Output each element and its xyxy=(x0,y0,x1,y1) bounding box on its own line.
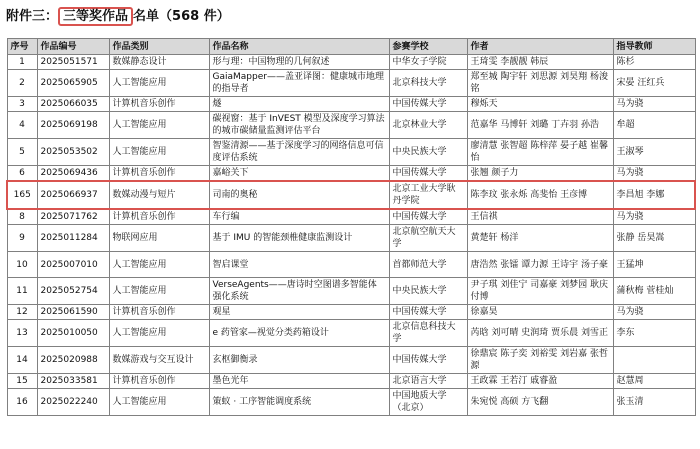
cell-school: 中国传媒大学 xyxy=(389,305,467,320)
heading-prefix: 附件三： xyxy=(6,9,59,24)
cell-school: 中央民族大学 xyxy=(389,278,467,305)
cell-no: 165 xyxy=(7,181,37,209)
cell-authors: 廖清慧 张智超 陈梓萍 晏子越 崔馨怡 xyxy=(467,139,613,166)
cell-authors: 朱宛悦 高硕 方飞翻 xyxy=(467,389,613,416)
cell-id: 2025020988 xyxy=(37,347,109,374)
cell-category: 人工智能应用 xyxy=(109,320,209,347)
table-row xyxy=(7,347,695,374)
header-school: 参赛学校 xyxy=(389,39,467,55)
cell-school: 北京信息科技大学 xyxy=(389,320,467,347)
cell-no: 3 xyxy=(7,97,37,112)
cell-name: VerseAgents——唐诗时空图谱多智能体强化系统 xyxy=(209,278,389,305)
cell-school: 中央民族大学 xyxy=(389,139,467,166)
cell-authors: 陈李玟 张永烁 高斐怡 王彦博 xyxy=(467,181,613,209)
cell-no: 8 xyxy=(7,209,37,225)
cell-teachers: 蒲秋梅 菅桂灿 xyxy=(613,278,695,305)
cell-school: 中国传媒大学 xyxy=(389,347,467,374)
cell-category: 人工智能应用 xyxy=(109,112,209,139)
cell-no: 10 xyxy=(7,252,37,278)
cell-authors: 尹子琪 刘佳宁 司嘉豪 刘梦园 耿庆付博 xyxy=(467,278,613,305)
cell-teachers: 张玉清 xyxy=(613,389,695,416)
header-id: 作品编号 xyxy=(37,39,109,55)
table-row xyxy=(7,70,695,97)
cell-id: 2025022240 xyxy=(37,389,109,416)
cell-school: 中国传媒大学 xyxy=(389,166,467,182)
cell-authors: 张翘 颜子力 xyxy=(467,166,613,182)
cell-teachers: 陈杉 xyxy=(613,55,695,70)
cell-authors: 王琦雯 李靓靓 韩辰 xyxy=(467,55,613,70)
cell-id: 2025007010 xyxy=(37,252,109,278)
cell-school: 北京工业大学耿丹学院 xyxy=(389,181,467,209)
cell-teachers: 马为骁 xyxy=(613,97,695,112)
document-heading xyxy=(6,6,230,28)
cell-name: 司南的奥秘 xyxy=(209,181,389,209)
cell-no: 4 xyxy=(7,112,37,139)
cell-category: 计算机音乐创作 xyxy=(109,97,209,112)
cell-no: 13 xyxy=(7,320,37,347)
cell-no: 11 xyxy=(7,278,37,305)
cell-category: 人工智能应用 xyxy=(109,278,209,305)
table-row xyxy=(7,112,695,139)
cell-no: 6 xyxy=(7,166,37,182)
cell-category: 数媒动漫与短片 xyxy=(109,181,209,209)
cell-authors: 徐鼎宸 陈子奕 刘裕雯 刘岩嘉 张哲源 xyxy=(467,347,613,374)
cell-authors: 穆烁天 xyxy=(467,97,613,112)
header-teachers: 指导教师 xyxy=(613,39,695,55)
cell-teachers: 李昌旭 李娜 xyxy=(613,181,695,209)
cell-no: 5 xyxy=(7,139,37,166)
cell-school: 北京航空航天大学 xyxy=(389,225,467,252)
cell-id: 2025069198 xyxy=(37,112,109,139)
table-row xyxy=(7,55,695,70)
header-name: 作品名称 xyxy=(209,39,389,55)
cell-id: 2025069436 xyxy=(37,166,109,182)
cell-name: 策蚁 · 工序智能调度系统 xyxy=(209,389,389,416)
cell-name: 车行编 xyxy=(209,209,389,225)
cell-category: 人工智能应用 xyxy=(109,389,209,416)
heading-suffix: 名单（568 件） xyxy=(133,9,230,24)
cell-teachers: 赵慧周 xyxy=(613,374,695,389)
cell-name: GaiaMapper——盖亚译图：健康城市地理的指导者 xyxy=(209,70,389,97)
table-row xyxy=(7,139,695,166)
table-row xyxy=(7,389,695,416)
table-row xyxy=(7,166,695,182)
cell-no: 16 xyxy=(7,389,37,416)
cell-id: 2025051571 xyxy=(37,55,109,70)
table-row xyxy=(7,209,695,225)
cell-name: 墨色光年 xyxy=(209,374,389,389)
cell-name: 碳视窗：基于 InVEST 模型及深度学习算法的城市碳储量监测评估平台 xyxy=(209,112,389,139)
cell-school: 中国传媒大学 xyxy=(389,97,467,112)
cell-name: 嘉峪关下 xyxy=(209,166,389,182)
cell-name: e 药管家—视觉分类药箱设计 xyxy=(209,320,389,347)
cell-category: 人工智能应用 xyxy=(109,252,209,278)
cell-authors: 唐浩然 张镭 谭力源 王诗宇 汤子豪 xyxy=(467,252,613,278)
cell-id: 2025011284 xyxy=(37,225,109,252)
cell-id: 2025010050 xyxy=(37,320,109,347)
cell-teachers: 王淑琴 xyxy=(613,139,695,166)
cell-name: 形与理：中国物理的几何叙述 xyxy=(209,55,389,70)
cell-no: 14 xyxy=(7,347,37,374)
cell-id: 2025033581 xyxy=(37,374,109,389)
cell-no: 12 xyxy=(7,305,37,320)
cell-id: 2025061590 xyxy=(37,305,109,320)
cell-school: 北京林业大学 xyxy=(389,112,467,139)
cell-teachers xyxy=(613,347,695,374)
cell-teachers: 李东 xyxy=(613,320,695,347)
header-category: 作品类别 xyxy=(109,39,209,55)
table-body xyxy=(7,55,695,416)
cell-teachers: 马为骁 xyxy=(613,305,695,320)
cell-teachers: 宋晏 汪红兵 xyxy=(613,70,695,97)
cell-name: 基于 IMU 的智能颈椎健康监测设计 xyxy=(209,225,389,252)
cell-name: 观星 xyxy=(209,305,389,320)
cell-name: 智启课堂 xyxy=(209,252,389,278)
cell-no: 15 xyxy=(7,374,37,389)
table-row xyxy=(7,305,695,320)
cell-school: 中国传媒大学 xyxy=(389,209,467,225)
cell-category: 计算机音乐创作 xyxy=(109,166,209,182)
cell-id: 2025053502 xyxy=(37,139,109,166)
cell-authors: 王政霖 王若汀 戚睿盈 xyxy=(467,374,613,389)
cell-no: 2 xyxy=(7,70,37,97)
cell-no: 1 xyxy=(7,55,37,70)
cell-category: 数媒静态设计 xyxy=(109,55,209,70)
table-header-row xyxy=(7,39,695,55)
cell-teachers: 马为骁 xyxy=(613,166,695,182)
heading-highlight: 三等奖作品 xyxy=(58,7,133,26)
header-authors: 作者 xyxy=(467,39,613,55)
table-row xyxy=(7,374,695,389)
cell-name: 燧 xyxy=(209,97,389,112)
cell-category: 数媒游戏与交互设计 xyxy=(109,347,209,374)
header-no: 序号 xyxy=(7,39,37,55)
cell-category: 人工智能应用 xyxy=(109,70,209,97)
cell-no: 9 xyxy=(7,225,37,252)
table-row xyxy=(7,320,695,347)
cell-category: 人工智能应用 xyxy=(109,139,209,166)
cell-teachers: 王猛坤 xyxy=(613,252,695,278)
cell-teachers: 张静 岳昊嵩 xyxy=(613,225,695,252)
cell-teachers: 牟超 xyxy=(613,112,695,139)
cell-id: 2025066937 xyxy=(37,181,109,209)
cell-school: 首都师范大学 xyxy=(389,252,467,278)
table-row xyxy=(7,97,695,112)
cell-authors: 徐嘉昊 xyxy=(467,305,613,320)
cell-id: 2025065905 xyxy=(37,70,109,97)
cell-authors: 郑至城 陶宇轩 刘思源 刘昊翔 杨浚铭 xyxy=(467,70,613,97)
cell-school: 北京语言大学 xyxy=(389,374,467,389)
table-row xyxy=(7,252,695,278)
cell-id: 2025066035 xyxy=(37,97,109,112)
cell-name: 智鉴清源——基于深度学习的网络信息可信度评估系统 xyxy=(209,139,389,166)
cell-name: 玄枢御衡录 xyxy=(209,347,389,374)
cell-school: 北京科技大学 xyxy=(389,70,467,97)
award-table xyxy=(6,38,696,416)
table-row xyxy=(7,181,695,209)
cell-authors: 范嘉华 马博轩 刘璐 丁卉羽 孙浩 xyxy=(467,112,613,139)
cell-school: 中华女子学院 xyxy=(389,55,467,70)
cell-authors: 黄楚轩 杨洋 xyxy=(467,225,613,252)
cell-school: 中国地质大学（北京） xyxy=(389,389,467,416)
cell-category: 计算机音乐创作 xyxy=(109,305,209,320)
table-row xyxy=(7,225,695,252)
cell-teachers: 马为骁 xyxy=(613,209,695,225)
table-row xyxy=(7,278,695,305)
cell-category: 计算机音乐创作 xyxy=(109,209,209,225)
cell-authors: 王信祺 xyxy=(467,209,613,225)
cell-authors: 芮晗 刘可晴 史润琦 贾乐晨 刘雪正 xyxy=(467,320,613,347)
cell-id: 2025052754 xyxy=(37,278,109,305)
cell-category: 计算机音乐创作 xyxy=(109,374,209,389)
cell-category: 物联网应用 xyxy=(109,225,209,252)
cell-id: 2025071762 xyxy=(37,209,109,225)
